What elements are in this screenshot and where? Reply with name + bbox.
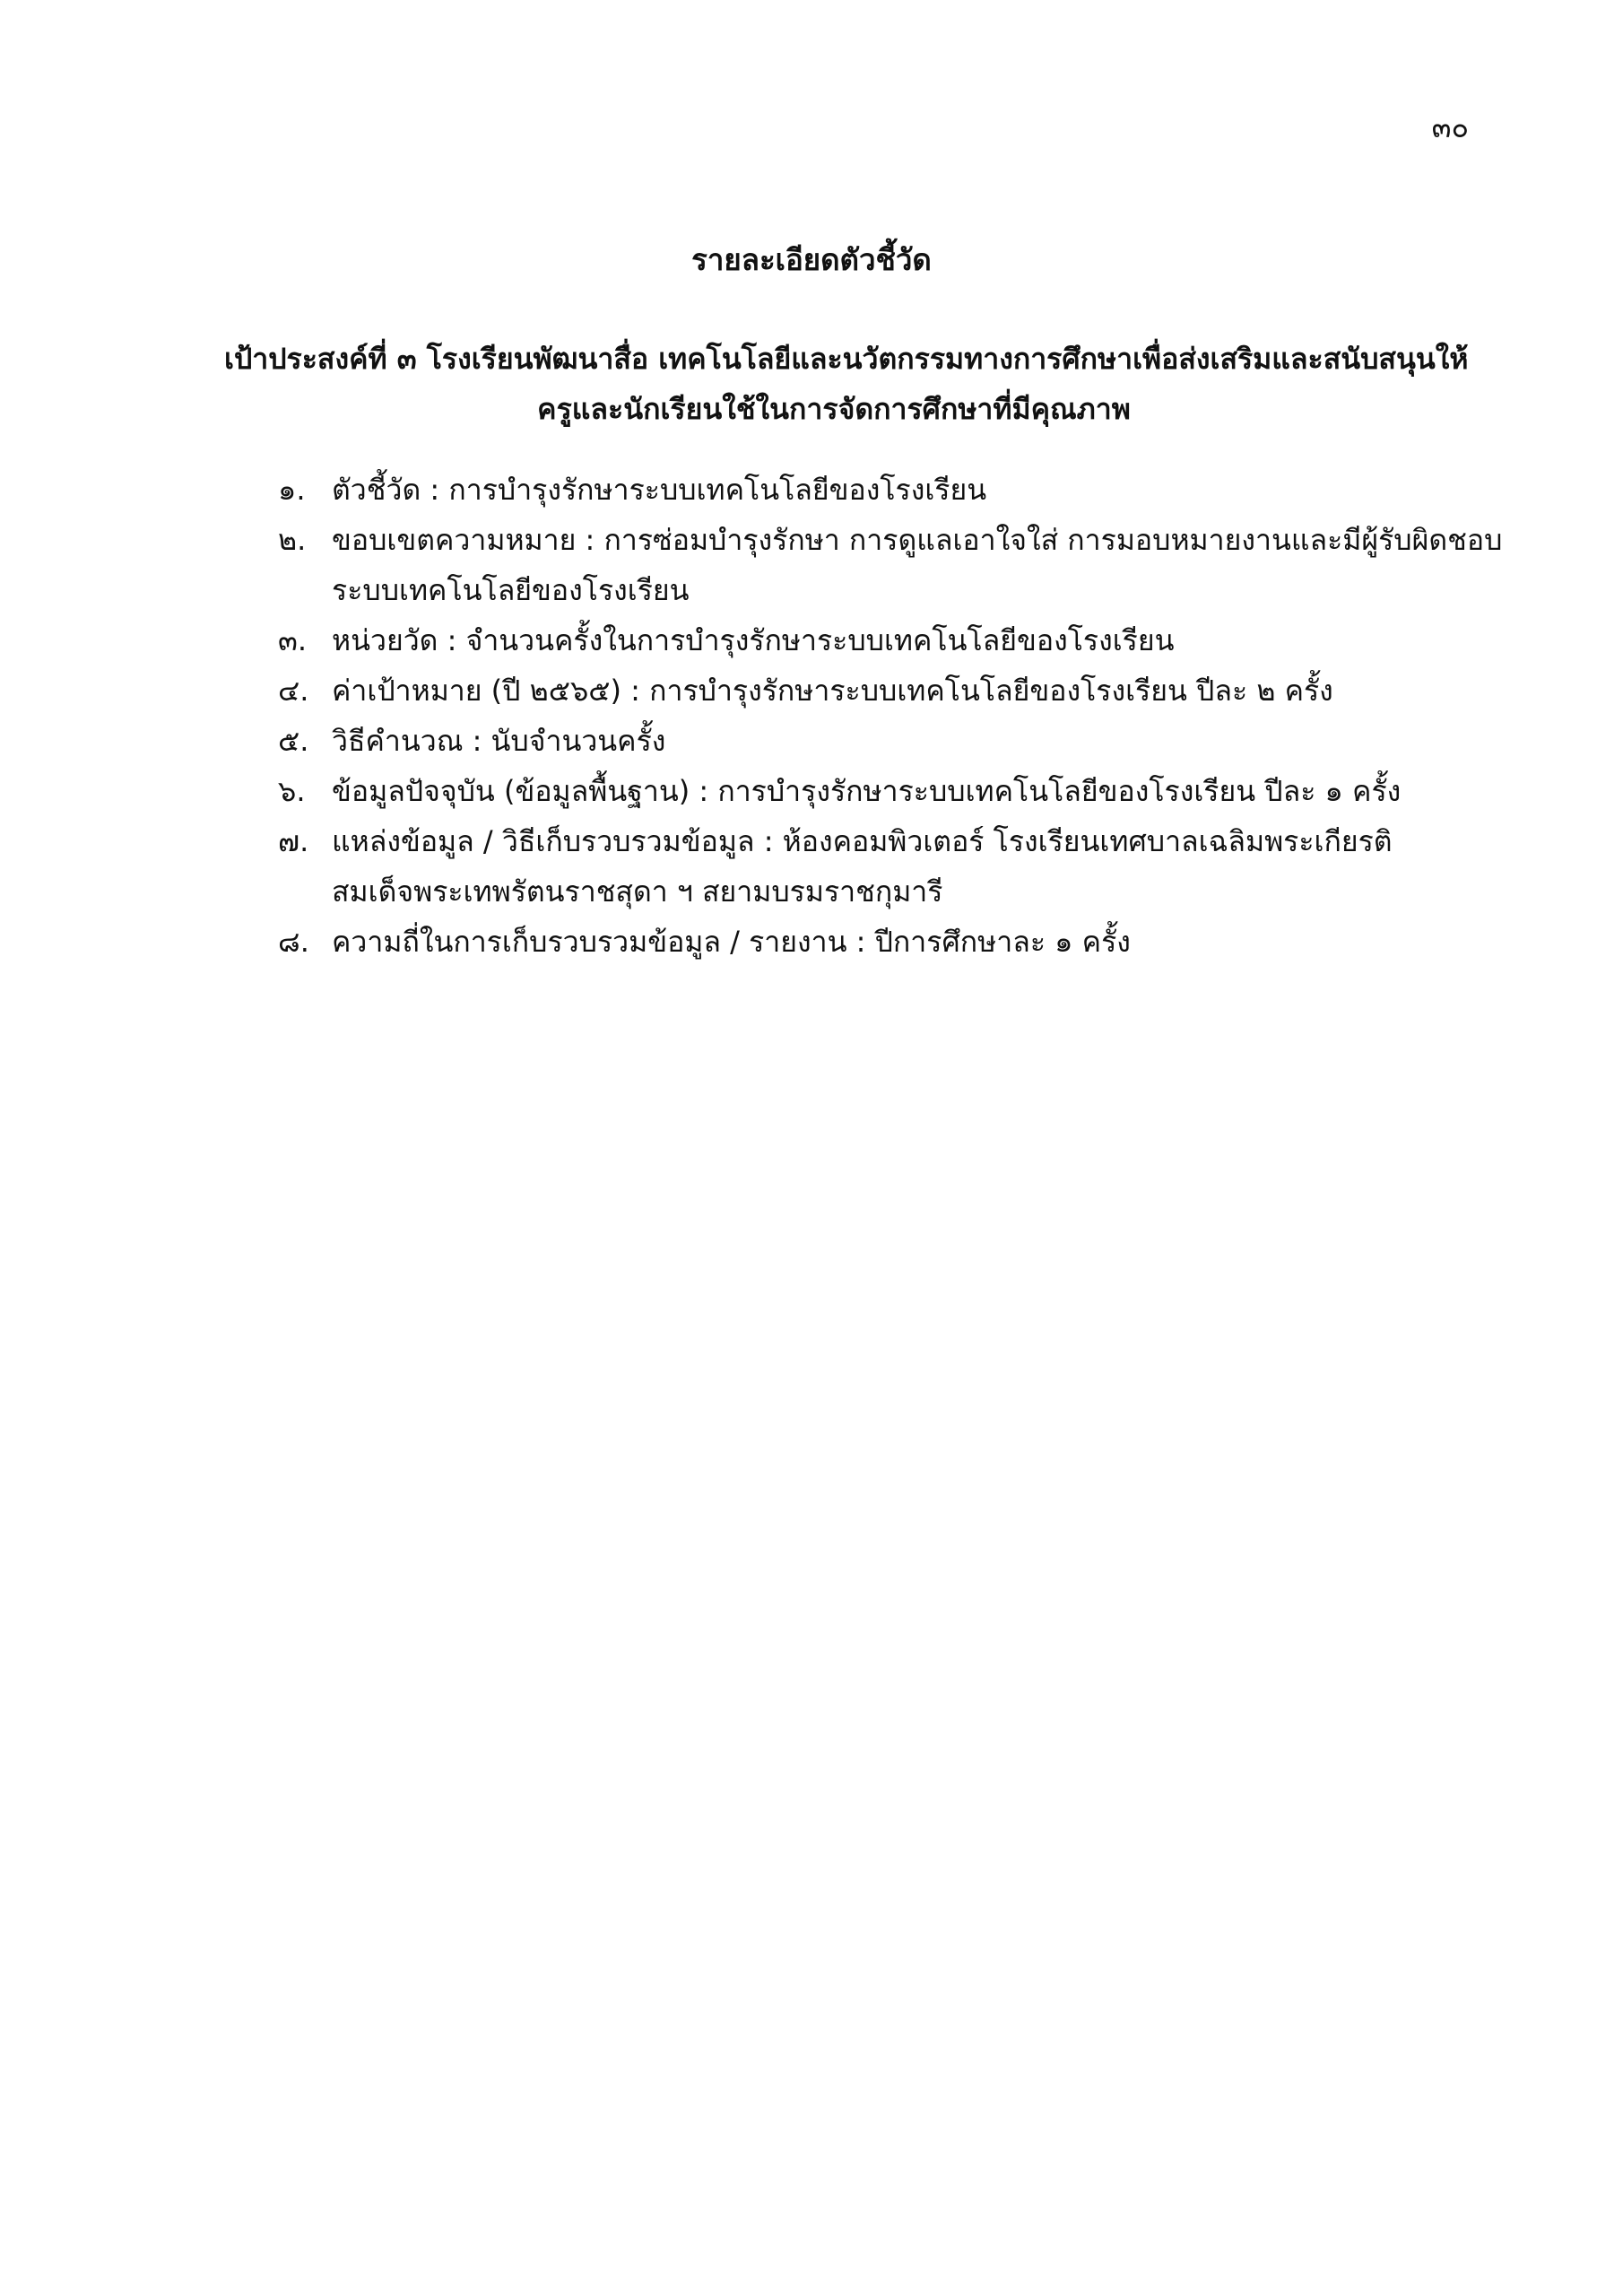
- item-text-line: วิธีคำนวณ : นับจำนวนครั้ง: [332, 724, 666, 758]
- item-text-line: ข้อมูลปัจจุบัน (ข้อมูลพื้นฐาน) : การบำรุงรักษาระบบเทคโนโลยีของโรงเรียน ปีละ ๑ ครั้ง: [332, 774, 1402, 808]
- item-text-line: ตัวชี้วัด : การบำรุงรักษาระบบเทคโนโลยีของโรงเรียน: [332, 473, 987, 507]
- goal-heading-line-2: ครูและนักเรียนใช้ในการจัดการศึกษาที่มีคุณภาพ: [537, 392, 1131, 426]
- item-text-line: แหล่งข้อมูล / วิธีเก็บรวบรวมข้อมูล : ห้องคอมพิวเตอร์ โรงเรียนเทศบาลเฉลิมพระเกียรติ: [332, 824, 1393, 858]
- item-text: [332, 515, 1502, 615]
- goal-heading: [224, 334, 1469, 434]
- item-number: ๒.: [278, 523, 307, 557]
- list-item: [278, 665, 1480, 716]
- item-number: ๖.: [278, 774, 306, 808]
- list-item: [278, 917, 1480, 967]
- item-text: [332, 465, 1480, 515]
- list-item: [278, 716, 1480, 766]
- item-text: [332, 716, 1480, 766]
- item-number: ๑.: [278, 473, 306, 507]
- indicator-details-list: [278, 465, 1503, 967]
- document-title: รายละเอียดตัวชี้วัด: [691, 242, 932, 277]
- page-number: ๓๐: [1431, 110, 1469, 144]
- list-item: [278, 766, 1480, 816]
- item-number: ๔.: [278, 674, 309, 708]
- item-text-line: หน่วยวัด : จำนวนครั้งในการบำรุงรักษาระบบเทคโนโลยีของโรงเรียน: [332, 623, 1175, 657]
- goal-heading-line-1: เป้าประสงค์ที่ ๓ โรงเรียนพัฒนาสื่อ เทคโนโลยีและนวัตกรรมทางการศึกษาเพื่อส่งเสริมและสนับสนุนให้: [224, 342, 1469, 376]
- item-number: ๘.: [278, 925, 309, 959]
- list-item: [278, 816, 1480, 917]
- list-item: [278, 465, 1480, 515]
- item-text: [332, 917, 1480, 967]
- item-text-line: ความถี่ในการเก็บรวบรวมข้อมูล / รายงาน : ปีการศึกษาละ ๑ ครั้ง: [332, 925, 1131, 959]
- item-number: ๓.: [278, 623, 308, 657]
- item-text-line: ระบบเทคโนโลยีของโรงเรียน: [332, 573, 690, 607]
- item-text: [332, 615, 1480, 665]
- item-number: ๕.: [278, 724, 309, 758]
- item-text: [332, 766, 1480, 816]
- list-item: [278, 615, 1480, 665]
- list-item: [278, 515, 1503, 615]
- item-number: ๗.: [278, 824, 309, 858]
- item-text-line: สมเด็จพระเทพรัตนราชสุดา ฯ สยามบรมราชกุมารี: [332, 874, 943, 909]
- item-text: [332, 816, 1480, 917]
- item-text-line: ขอบเขตความหมาย : การซ่อมบำรุงรักษา การดูแลเอาใจใส่ การมอบหมายงานและมีผู้รับผิดชอบ: [332, 523, 1503, 557]
- item-text-line: ค่าเป้าหมาย (ปี ๒๕๖๕) : การบำรุงรักษาระบบเทคโนโลยีของโรงเรียน ปีละ ๒ ครั้ง: [332, 674, 1333, 708]
- item-text: [332, 665, 1480, 716]
